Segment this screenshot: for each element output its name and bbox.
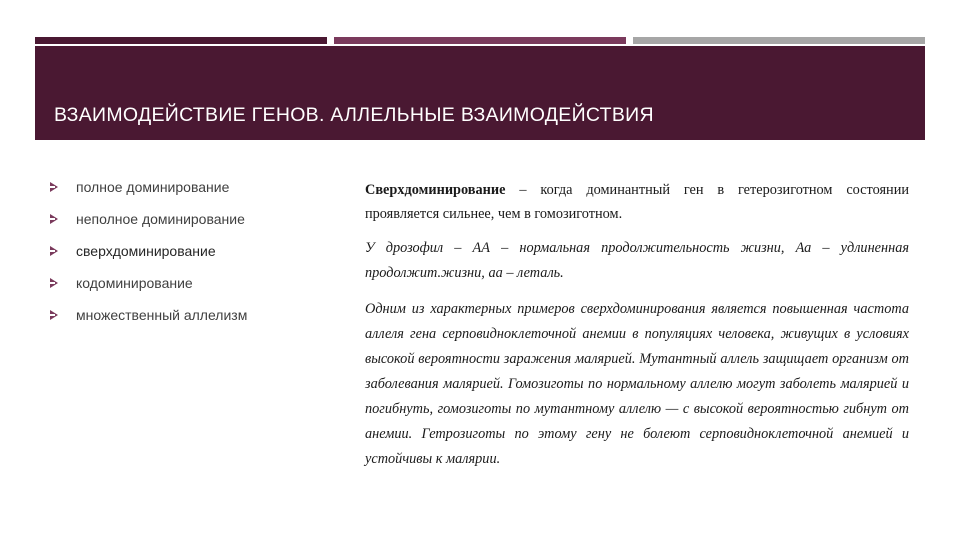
definition-term: Сверхдоминирование: [365, 182, 506, 198]
arrow-bullet-icon: [50, 214, 58, 224]
list-item-label: кодоминирование: [76, 275, 193, 291]
title-banner: [35, 46, 925, 140]
arrow-bullet-icon: [50, 246, 58, 256]
list-item-label: полное доминирование: [76, 179, 230, 195]
slide-title: ВЗАИМОДЕЙСТВИЕ ГЕНОВ. АЛЛЕЛЬНЫЕ ВЗАИМОДЕЙСТВИЯ: [54, 104, 654, 126]
definition-text: – когда доминантный ген в гетерозиготном состоянии проявляется сильнее, чем в гомозиготном.: [365, 182, 909, 222]
arrow-bullet-icon: [50, 182, 58, 192]
decor-bar-right: [633, 37, 925, 44]
list-item: [50, 208, 350, 240]
explanation-text: [365, 178, 909, 472]
list-item-label: сверхдоминирование: [76, 243, 216, 259]
interaction-types-list: [50, 176, 350, 336]
drosophila-example-paragraph: У дрозофил – АА – нормальная продолжительность жизни, Аа – удлиненная продолжит.жизни, аа – леталь.: [365, 240, 909, 281]
list-item: [50, 176, 350, 208]
definition-paragraph: [365, 178, 909, 226]
sickle-cell-example-paragraph: Одним из характерных примеров сверхдоминирования является повышенная частота аллеля гена серповидноклеточной анемии в популяциях человека, живущих в условиях высокой вероятности заражения малярией. Мутантный аллель защищает организм от заболевания малярией. Гомозиготы по нормальному аллелю могут заболеть малярией и погибнуть, гомозиготы по мутантному аллелю — с высокой вероятностью гибнут от анемии. Гетрозиготы по этому гену не болеют серповидноклеточной анемией и устойчивы к малярии.: [365, 301, 909, 467]
list-item: [50, 272, 350, 304]
list-item: [50, 240, 350, 272]
decor-bar-left: [35, 37, 327, 44]
list-item-label: множественный аллелизм: [76, 307, 248, 323]
top-decor-bars: [35, 37, 925, 44]
list-item: [50, 304, 350, 336]
arrow-bullet-icon: [50, 310, 58, 320]
decor-bar-middle: [334, 37, 626, 44]
list-item-label: неполное доминирование: [76, 211, 245, 227]
arrow-bullet-icon: [50, 278, 58, 288]
